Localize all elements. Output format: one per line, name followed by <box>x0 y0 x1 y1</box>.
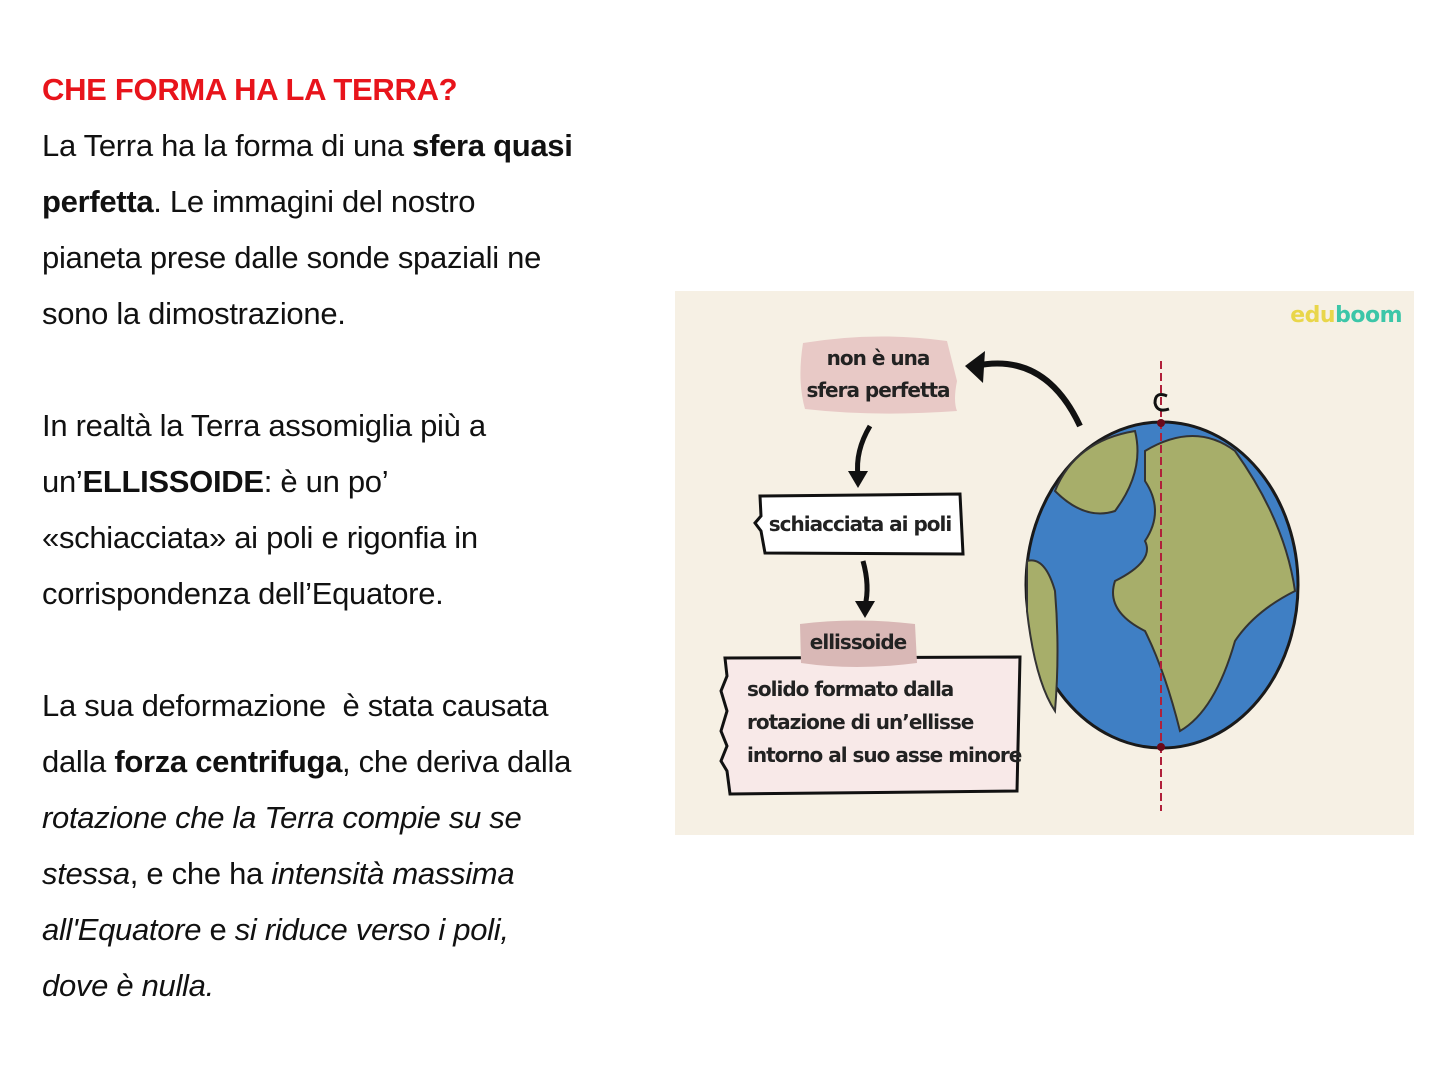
text-line <box>42 846 682 902</box>
text-column <box>42 62 682 1014</box>
arrow-down-1 <box>858 426 871 476</box>
paragraph <box>42 398 682 622</box>
arrow-down-2 <box>863 561 867 606</box>
text-line <box>42 118 682 174</box>
definition-line-2: rotazione di un’ellisse <box>747 710 974 734</box>
definition-line-3: intorno al suo asse minore <box>747 743 1022 767</box>
arrow-down-head-icon <box>848 471 868 488</box>
label-flattened: schiacciata ai poli <box>768 512 952 536</box>
text-line <box>42 566 682 622</box>
land-south-america <box>1027 560 1058 711</box>
text-segment: : è un po’ <box>263 464 389 499</box>
paragraph <box>42 678 682 1014</box>
text-segment: sono la dimostrazione. <box>42 296 346 331</box>
arrow-head-icon <box>965 351 985 383</box>
paragraph-spacer <box>42 622 682 678</box>
text-segment: . Le immagini del nostro <box>153 184 476 219</box>
text-line <box>42 286 682 342</box>
paragraph-spacer <box>42 342 682 398</box>
label-not-sphere-2: sfera perfetta <box>806 378 950 402</box>
text-segment: La sua deformazione è stata causata <box>42 688 549 723</box>
text-segment: pianeta prese dalle sonde spaziali ne <box>42 240 542 275</box>
page-title: CHE FORMA HA LA TERRA? <box>42 72 458 107</box>
text-line <box>42 398 682 454</box>
definition-line-1: solido formato dalla <box>747 677 954 701</box>
bold-text: perfetta <box>42 184 154 219</box>
text-line <box>42 734 682 790</box>
text-line <box>42 902 682 958</box>
italic-text: rotazione che la Terra compie su se <box>42 800 522 835</box>
text-segment: un’ <box>42 464 83 499</box>
text-line <box>42 790 682 846</box>
arrow-to-label <box>975 364 1080 427</box>
bold-text: forza centrifuga <box>114 744 343 779</box>
text-line <box>42 174 682 230</box>
text-segment: corrispondenza dell’Equatore. <box>42 576 444 611</box>
text-segment: e <box>201 912 235 947</box>
text-segment: , che deriva dalla <box>342 744 572 779</box>
text-line <box>42 510 682 566</box>
text-line <box>42 958 682 1014</box>
logo-part-boom: boom <box>1335 303 1402 328</box>
text-segment: In realtà la Terra assomiglia più a <box>42 408 486 443</box>
text-segment: La Terra ha la forma di una <box>42 128 413 163</box>
label-ellipsoid: ellissoide <box>809 630 907 654</box>
italic-text: si riduce verso i poli, <box>234 912 509 947</box>
italic-text: intensità massima <box>271 856 515 891</box>
paragraph <box>42 118 682 342</box>
text-line <box>42 454 682 510</box>
bold-text: ELLISSOIDE <box>82 464 264 499</box>
text-line <box>42 678 682 734</box>
bold-text: sfera quasi <box>412 128 573 163</box>
italic-text: all'Equatore <box>42 912 202 947</box>
italic-text: stessa <box>42 856 130 891</box>
logo-part-edu: edu <box>1290 303 1336 328</box>
south-pole-dot <box>1157 743 1165 751</box>
text-line <box>42 230 682 286</box>
earth-ellipsoid-illustration <box>675 291 1414 835</box>
arrow-down-head-icon <box>855 601 875 618</box>
text-segment: dalla <box>42 744 115 779</box>
label-not-sphere-1: non è una <box>826 346 930 370</box>
italic-text: dove è nulla. <box>42 968 214 1003</box>
text-segment: , e che ha <box>129 856 272 891</box>
north-pole-dot <box>1157 419 1165 427</box>
text-segment: «schiacciata» ai poli e rigonfia in <box>42 520 478 555</box>
